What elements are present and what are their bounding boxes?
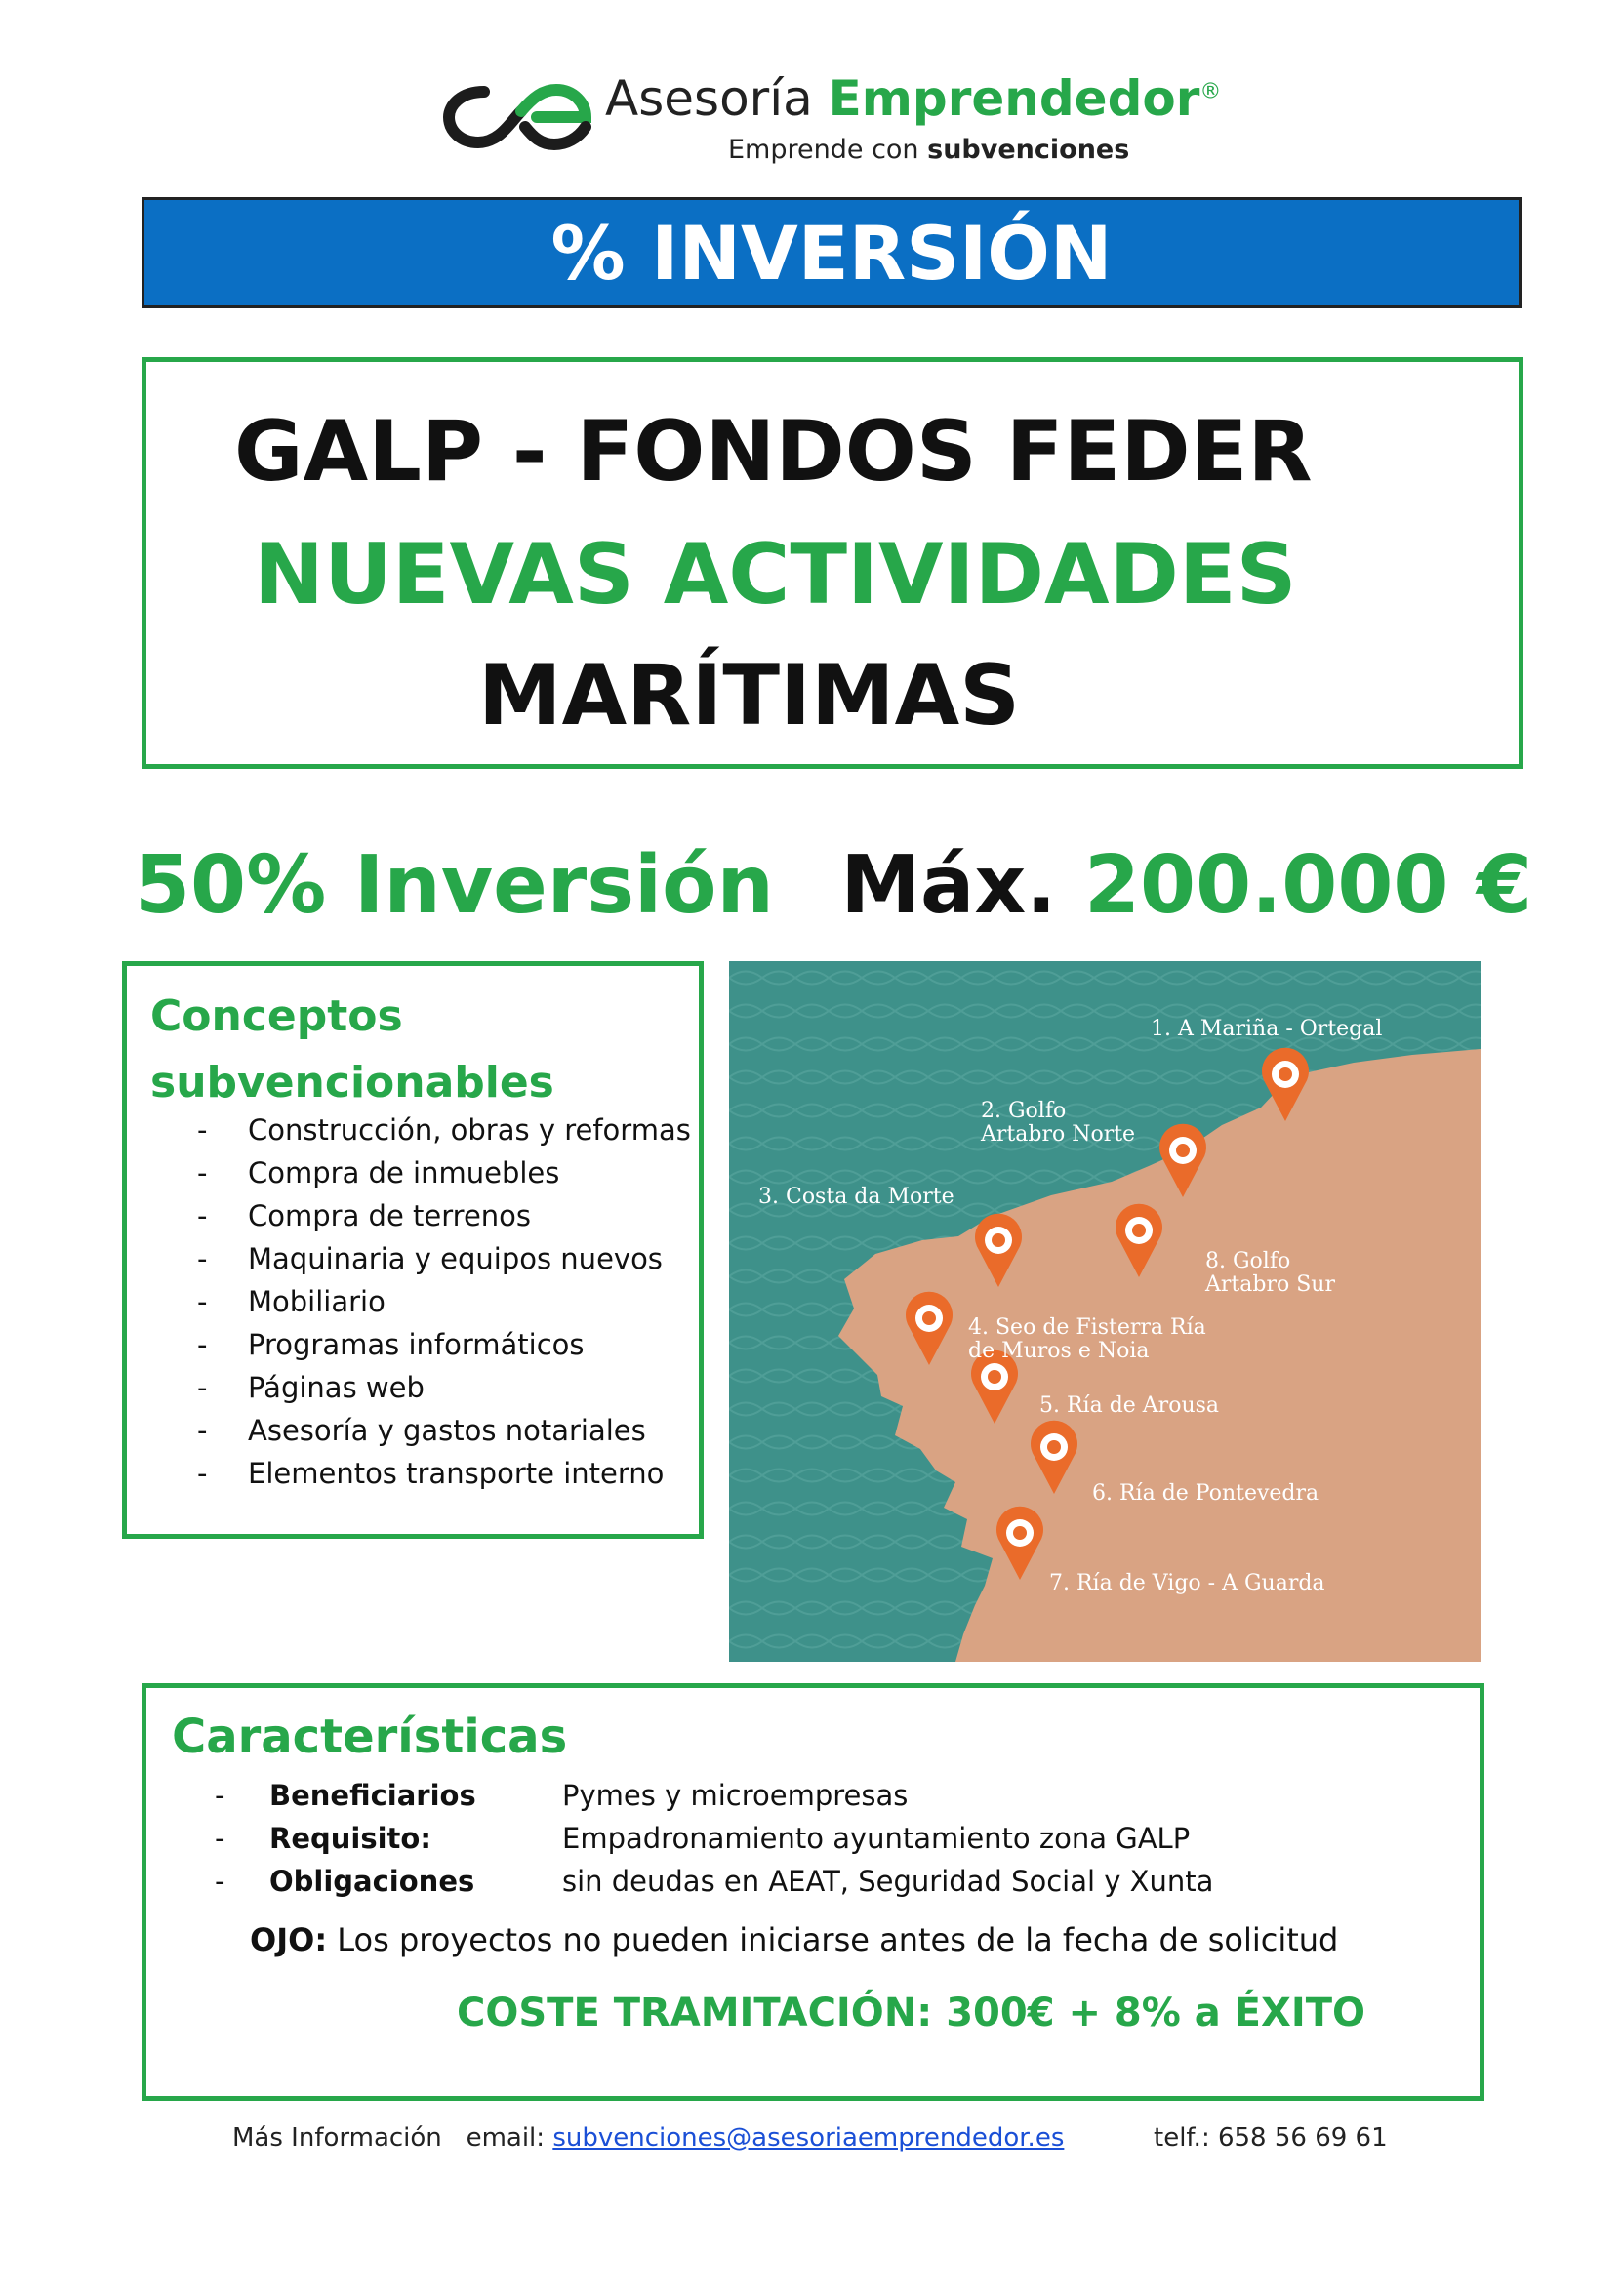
row-value: Pymes y microempresas	[562, 1779, 909, 1812]
map-label: 1. A Mariña - Ortegal	[1151, 1017, 1383, 1041]
email-link[interactable]: subvenciones@asesoriaemprendedor.es	[552, 2123, 1065, 2153]
map-label: 7. Ría de Vigo - A Guarda	[1049, 1571, 1325, 1595]
footer-email-label: email:	[466, 2123, 546, 2153]
logo-tagline: Emprende con subvenciones	[728, 135, 1130, 165]
caracteristicas-heading: Características	[172, 1710, 568, 1764]
footer-info: Más Información	[232, 2123, 442, 2153]
logo-name: Asesoría Emprendedor®	[605, 70, 1222, 127]
footer	[232, 2123, 1388, 2153]
row-label: Obligaciones	[269, 1865, 475, 1898]
conceptos-box: Conceptos subvencionables - Construcción, obras y reformas - Compra de inmuebles - Compra de terrenos - Maquinaria y equipos nuevos - Mobiliario - Programas informáticos - Páginas web - Asesoría y gastos notariales - Elementos transporte interno	[122, 961, 704, 1539]
max-label: Máx.	[840, 839, 1057, 932]
inversion-banner	[142, 197, 1522, 308]
logo-infinity-icon	[439, 76, 595, 158]
logo	[439, 70, 1239, 168]
map-label: 4. Seo de Fisterra Ría de Muros e Noia	[968, 1315, 1206, 1363]
title-line-3: MARÍTIMAS	[478, 647, 1021, 745]
map-label: 3. Costa da Morte	[758, 1185, 954, 1209]
footer-phone: telf.: 658 56 69 61	[1154, 2123, 1388, 2153]
investment-line	[135, 839, 1532, 932]
title-line-1: GALP - FONDOS FEDER	[234, 403, 1313, 501]
map-label: 5. Ría de Arousa	[1039, 1393, 1220, 1418]
title-line-2: NUEVAS ACTIVIDADES	[254, 526, 1297, 624]
row-label: Requisito:	[269, 1822, 431, 1855]
program-title-box	[142, 357, 1523, 769]
investment-percent: 50% Inversión	[135, 839, 774, 932]
row-value: Empadronamiento ayuntamiento zona GALP	[562, 1822, 1191, 1855]
caracteristicas-box: Características - Beneficiarios Pymes y microempresas - Requisito: Empadronamiento ayuntamiento zona GALP - Obligaciones sin deudas en AEAT, Seguridad Social y Xunta OJO: Los proyectos no pueden iniciarse antes de la fecha de solicitud COSTE TRAMITACIÓN: 300€ + 8% a ÉXITO	[142, 1683, 1484, 2101]
coste-tramitacion: COSTE TRAMITACIÓN: 300€ + 8% a ÉXITO	[457, 1991, 1365, 2035]
row-label: Beneficiarios	[269, 1779, 476, 1812]
map-label: 2. Golfo Artabro Norte	[981, 1099, 1136, 1147]
max-amount: 200.000 €	[1083, 839, 1533, 932]
galp-zones-map	[729, 961, 1481, 1662]
ojo-note: OJO: Los proyectos no pueden iniciarse antes de la fecha de solicitud	[250, 1921, 1339, 1958]
map-label: 6. Ría de Pontevedra	[1092, 1481, 1320, 1506]
map-label: 8. Golfo Artabro Sur	[1205, 1249, 1335, 1297]
map-graphic	[729, 961, 1481, 1662]
row-value: sin deudas en AEAT, Seguridad Social y Xunta	[562, 1865, 1214, 1898]
conceptos-heading: Conceptos subvencionables	[150, 991, 554, 1108]
banner-title: % INVERSIÓN	[550, 209, 1113, 297]
